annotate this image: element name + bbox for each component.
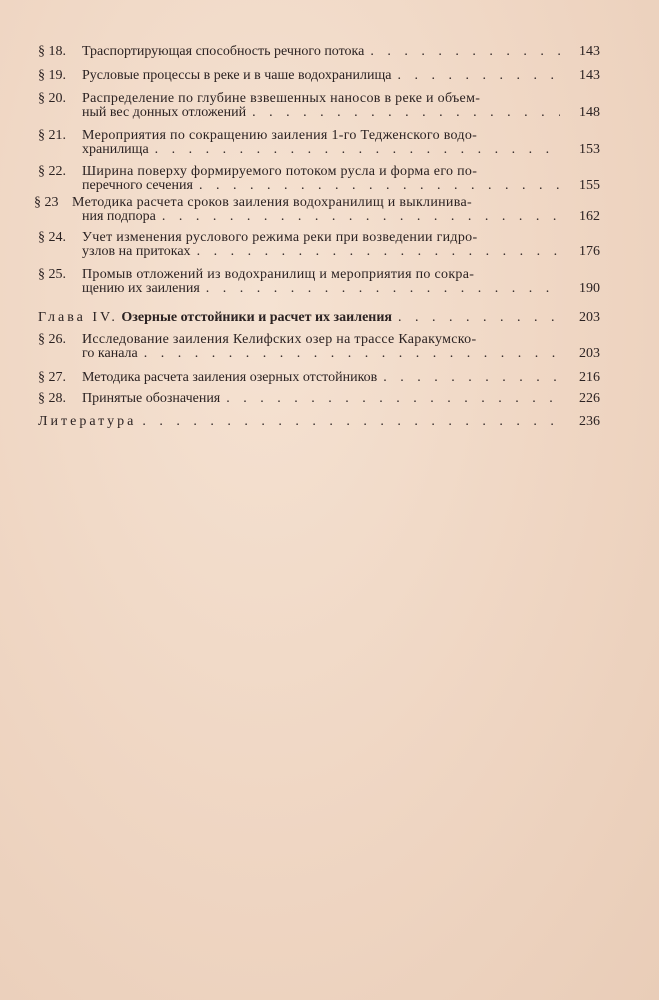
toc-entry-28 [38, 392, 600, 406]
section-title-line: ния подпора [82, 209, 156, 224]
page-number: 176 [579, 244, 600, 259]
dot-leader [398, 69, 561, 83]
section-number: § 20. [38, 91, 66, 106]
page-number: 143 [579, 44, 600, 59]
dot-leader [142, 415, 560, 429]
dot-leader [144, 347, 560, 361]
page-number: 155 [579, 178, 600, 193]
toc-entry-20 [38, 92, 600, 120]
dot-leader [398, 311, 560, 325]
dot-leader [162, 210, 560, 224]
toc-literature [38, 415, 600, 429]
section-title-line: Мероприятия по сокращению заиления 1-го Тедженского водо- [82, 128, 478, 143]
page-number: 203 [579, 346, 600, 361]
section-title-line: го канала [82, 346, 138, 361]
dot-leader [226, 392, 560, 406]
dot-leader [206, 282, 560, 296]
section-title: Траспортирующая способность речного потока [82, 44, 365, 59]
literature-title: Литература [38, 414, 137, 429]
toc-entry-19 [38, 69, 600, 83]
section-title-line: Промыв отложений из водохранилищ и мероприятия по сокра- [82, 267, 475, 282]
toc-entry-21 [38, 129, 600, 157]
dot-leader [252, 106, 560, 120]
section-number: § 27. [38, 370, 66, 385]
section-title: Принятые обозначения [82, 391, 221, 406]
page-number: 190 [579, 281, 600, 296]
section-number: § 22. [38, 164, 66, 179]
section-title-line: перечного сечения [82, 178, 193, 193]
page-number: 203 [579, 310, 600, 325]
dot-leader [383, 371, 560, 385]
toc-entry-25 [38, 268, 600, 296]
toc-entry-22 [38, 165, 600, 193]
toc-entry-23 [34, 196, 600, 224]
page-number: 236 [579, 414, 600, 429]
dot-leader [197, 245, 560, 259]
dot-leader [199, 179, 560, 193]
chapter-title: Озерные отстойники и расчет их заиления [121, 310, 392, 325]
section-title: Методика расчета заиления озерных отстойников [82, 370, 378, 385]
section-number: § 28. [38, 391, 66, 406]
section-title-line: Распределение по глубине взвешенных наносов в реке и объем- [82, 91, 481, 106]
page-number: 148 [579, 105, 600, 120]
section-number: § 26. [38, 332, 66, 347]
section-title-line: Методика расчета сроков заиления водохранилищ и выклинива- [72, 195, 472, 210]
section-number: § 21. [38, 128, 66, 143]
section-number: § 19. [38, 68, 66, 83]
section-title-line: узлов на притоках [82, 244, 191, 259]
section-number: § 18. [38, 44, 66, 59]
dot-leader [155, 143, 560, 157]
toc-entry-24 [38, 231, 600, 259]
section-title-line: хранилища [82, 142, 149, 157]
dot-leader [370, 45, 560, 59]
section-number: § 23 [34, 195, 59, 210]
section-number: § 25. [38, 267, 66, 282]
section-title-line: щению их заиления [82, 281, 200, 296]
toc-entry-26 [38, 333, 600, 361]
section-title-line: Ширина поверху формируемого потоком русла и форма его по- [82, 164, 478, 179]
page-number: 226 [579, 391, 600, 406]
page-number: 162 [579, 209, 600, 224]
section-title: Русловые процессы в реке и в чаше водохранилища [82, 68, 392, 83]
chapter-label: Глава IV. [38, 310, 118, 325]
toc-chapter-4 [38, 311, 600, 325]
section-title-line: ный вес донных отложений [82, 105, 247, 120]
page-number: 143 [579, 68, 600, 83]
section-title-line: Учет изменения руслового режима реки при возведении гидро- [82, 230, 478, 245]
section-title-line: Исследование заиления Келифских озер на трассе Каракумско- [82, 332, 477, 347]
page-number: 216 [579, 370, 600, 385]
page-number: 153 [579, 142, 600, 157]
toc-entry-27 [38, 371, 600, 385]
section-number: § 24. [38, 230, 66, 245]
toc-entry-18 [38, 45, 600, 59]
